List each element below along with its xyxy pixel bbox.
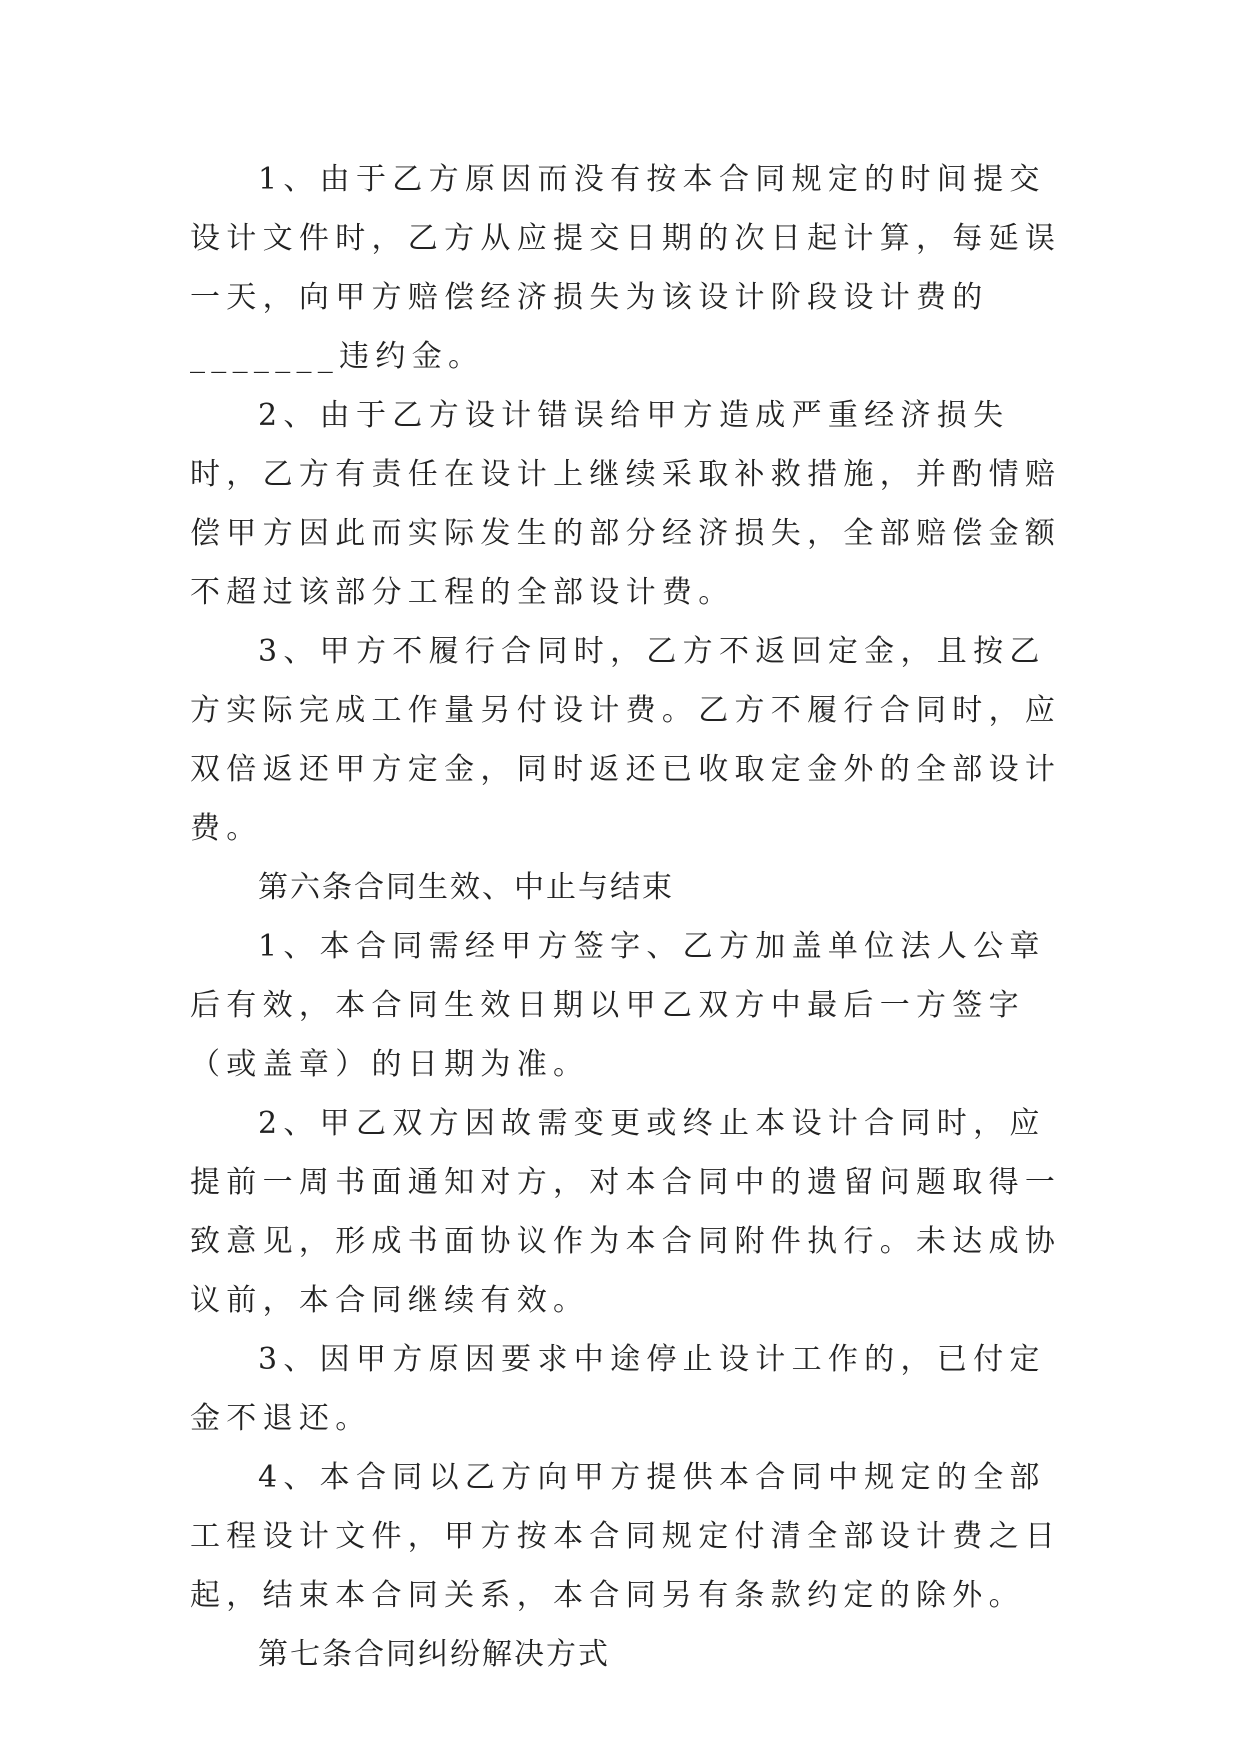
clause-6-1: 1、本合同需经甲方签字、乙方加盖单位法人公章后有效，本合同生效日期以甲乙双方中最后一方签字（或盖章）的日期为准。 [190, 929, 1046, 1082]
clause-5-3: 3、甲方不履行合同时，乙方不返回定金，且按乙方实际完成工作量另付设计费。乙方不履行合同时，应双倍返还甲方定金，同时返还已收取定金外的全部设计费。 [190, 634, 1062, 846]
clause-5-2: 2、由于乙方设计错误给甲方造成严重经济损失时，乙方有责任在设计上继续采取补救措施，并酌情赔偿甲方因此而实际发生的部分经济损失，全部赔偿金额不超过该部分工程的全部设计费。 [190, 398, 1062, 610]
clause-6-3: 3、因甲方原因要求中途停止设计工作的，已付定金不退还。 [190, 1342, 1046, 1436]
clause-6-2: 2、甲乙双方因故需变更或终止本设计合同时，应提前一周书面通知对方，对本合同中的遗留问题取得一致意见，形成书面协议作为本合同附件执行。未达成协议前，本合同继续有效。 [190, 1106, 1062, 1318]
article-6-heading: 第六条合同生效、中止与结束 [258, 870, 674, 905]
article-7-heading: 第七条合同纠纷解决方式 [258, 1637, 610, 1672]
clause-5-1: 1、由于乙方原因而没有按本合同规定的时间提交设计文件时，乙方从应提交日期的次日起计算，每延误一天，向甲方赔偿经济损失为该设计阶段设计费的_______违约金。 [190, 162, 1062, 374]
clause-6-4: 4、本合同以乙方向甲方提供本合同中规定的全部工程设计文件，甲方按本合同规定付清全部设计费之日起，结束本合同关系，本合同另有条款约定的除外。 [190, 1460, 1062, 1613]
document-body [190, 150, 1070, 1684]
